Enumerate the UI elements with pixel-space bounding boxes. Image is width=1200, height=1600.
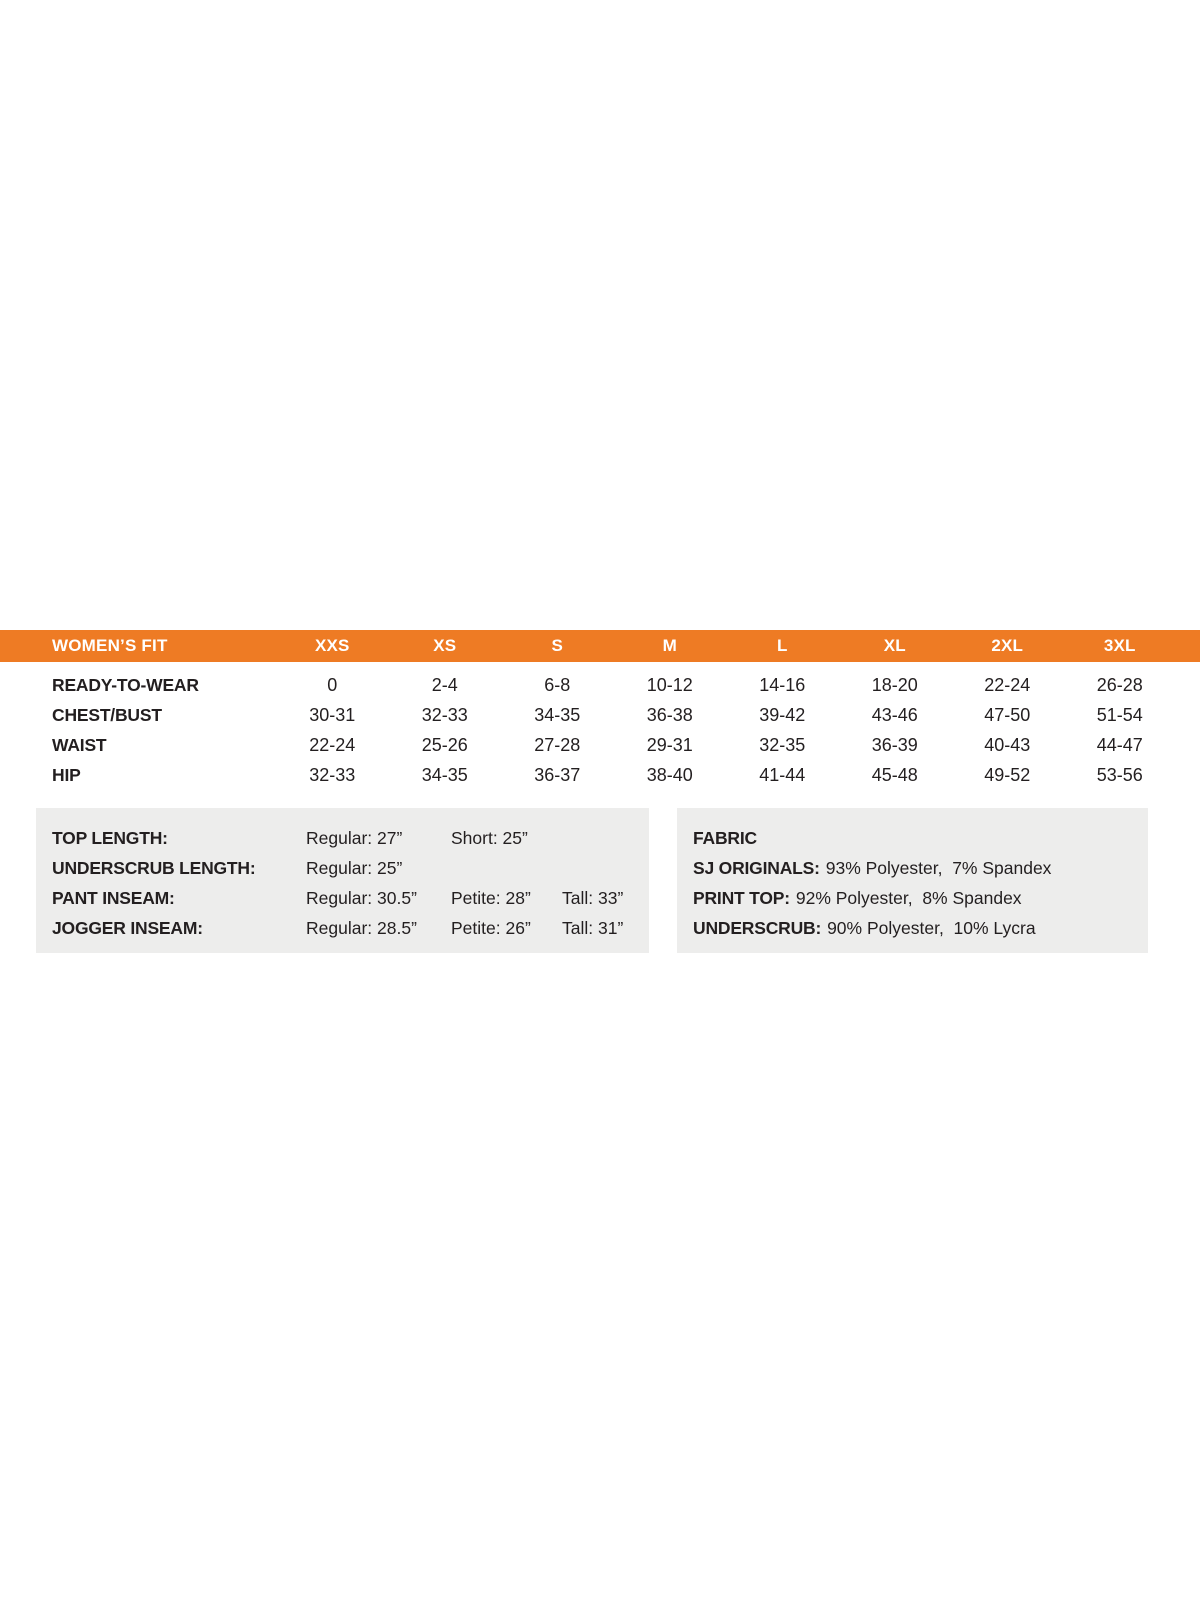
length-row-pant-inseam	[52, 883, 649, 913]
size-value-cell: 40-43	[984, 734, 1031, 755]
length-row-top-length	[52, 823, 649, 853]
table-title: WOMEN’S FIT	[0, 630, 276, 662]
womens-fit-size-table	[0, 630, 1200, 790]
size-value-cell: 47-50	[984, 704, 1031, 725]
size-value-cell: 29-31	[646, 734, 693, 755]
size-value-cell: 6-8	[544, 674, 571, 695]
size-column-header-2xl: 2XL	[951, 630, 1064, 662]
size-value-cell: 44-47	[1096, 734, 1143, 755]
fabric-row-print-top	[693, 883, 1148, 913]
size-value-cell: 36-37	[534, 764, 581, 785]
row-spacer	[1176, 700, 1200, 730]
size-value-cell: 34-35	[534, 704, 581, 725]
size-value-cell: 0	[327, 674, 338, 695]
length-row-label: TOP LENGTH:	[52, 828, 168, 848]
table-row-ready-to-wear	[0, 662, 1200, 700]
size-value-cell: 18-20	[871, 674, 918, 695]
length-value: Regular: 28.5”	[306, 918, 417, 938]
length-row-label: UNDERSCRUB LENGTH:	[52, 858, 256, 878]
size-table-header-row	[0, 630, 1200, 662]
fabric-info-panel	[677, 808, 1148, 953]
length-value: Short: 25”	[451, 828, 528, 848]
size-value-cell: 22-24	[309, 734, 356, 755]
size-value-cell: 32-33	[309, 764, 356, 785]
size-value-cell: 51-54	[1096, 704, 1143, 725]
size-column-header-xl: XL	[839, 630, 952, 662]
size-value-cell: 43-46	[871, 704, 918, 725]
row-label: READY-TO-WEAR	[52, 674, 199, 695]
size-value-cell: 41-44	[759, 764, 806, 785]
row-label: HIP	[52, 764, 81, 785]
length-row-underscrub-length	[52, 853, 649, 883]
fabric-row-sj-originals	[693, 853, 1148, 883]
size-column-header-3xl: 3XL	[1064, 630, 1177, 662]
fabric-row-value: 92% Polyester, 8% Spandex	[795, 888, 1022, 908]
size-value-cell: 22-24	[984, 674, 1031, 695]
row-spacer	[1176, 760, 1200, 790]
size-value-cell: 26-28	[1096, 674, 1143, 695]
size-value-cell: 2-4	[431, 674, 458, 695]
fabric-row-value: 90% Polyester, 10% Lycra	[827, 918, 1036, 938]
length-row-jogger-inseam	[52, 913, 649, 943]
length-info-panel	[36, 808, 649, 953]
length-value: Regular: 25”	[306, 858, 403, 878]
fabric-row-label: SJ ORIGINALS:	[693, 858, 820, 878]
size-value-cell: 27-28	[534, 734, 581, 755]
length-value: Regular: 27”	[306, 828, 403, 848]
table-row-hip	[0, 760, 1200, 790]
size-value-cell: 30-31	[309, 704, 356, 725]
size-value-cell: 32-35	[759, 734, 806, 755]
length-value: Tall: 33”	[562, 888, 624, 908]
length-row-label: JOGGER INSEAM:	[52, 918, 203, 938]
size-value-cell: 25-26	[421, 734, 468, 755]
fabric-row-underscrub	[693, 913, 1148, 943]
size-value-cell: 36-39	[871, 734, 918, 755]
size-value-cell: 32-33	[421, 704, 468, 725]
table-row-waist	[0, 730, 1200, 760]
size-value-cell: 49-52	[984, 764, 1031, 785]
fabric-row-value: 93% Polyester, 7% Spandex	[825, 858, 1052, 878]
size-value-cell: 39-42	[759, 704, 806, 725]
length-value: Petite: 28”	[451, 888, 531, 908]
size-value-cell: 34-35	[421, 764, 468, 785]
size-value-cell: 10-12	[646, 674, 693, 695]
row-label: WAIST	[52, 734, 107, 755]
fabric-row-label: PRINT TOP:	[693, 888, 790, 908]
fabric-panel-title: FABRIC	[693, 828, 757, 848]
length-value: Petite: 26”	[451, 918, 531, 938]
length-row-label: PANT INSEAM:	[52, 888, 175, 908]
size-value-cell: 45-48	[871, 764, 918, 785]
size-column-header-xxs: XXS	[276, 630, 389, 662]
length-value: Regular: 30.5”	[306, 888, 417, 908]
size-column-header-s: S	[501, 630, 614, 662]
size-value-cell: 36-38	[646, 704, 693, 725]
size-column-header-l: L	[726, 630, 839, 662]
fabric-row-label: UNDERSCRUB:	[693, 918, 822, 938]
row-spacer	[1176, 662, 1200, 700]
length-value: Tall: 31”	[562, 918, 624, 938]
size-value-cell: 38-40	[646, 764, 693, 785]
size-value-cell: 14-16	[759, 674, 806, 695]
table-row-chest-bust	[0, 700, 1200, 730]
row-label: CHEST/BUST	[52, 704, 162, 725]
size-value-cell: 53-56	[1096, 764, 1143, 785]
size-column-header-xs: XS	[389, 630, 502, 662]
row-spacer	[1176, 730, 1200, 760]
header-spacer	[1176, 630, 1200, 662]
size-column-header-m: M	[614, 630, 727, 662]
